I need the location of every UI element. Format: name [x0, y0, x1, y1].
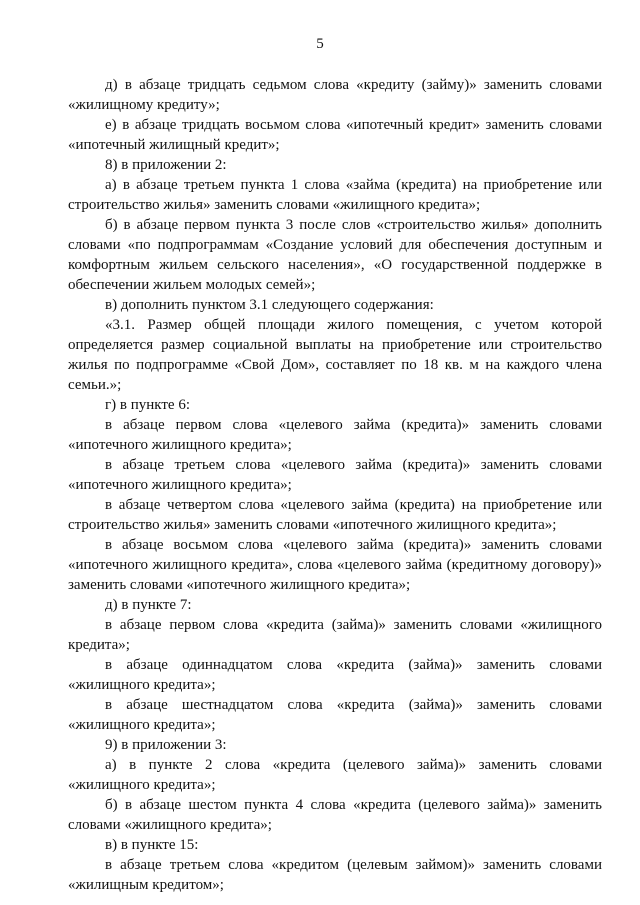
document-body	[68, 75, 602, 895]
paragraph: а) в пункте 2 слова «кредита (целевого займа)» заменить словами «жилищного кредита»;	[68, 757, 602, 793]
paragraph: б) в абзаце первом пункта 3 после слов «строительство жилья» дополнить словами «по подпрограммам «Создание условий для обеспечения доступным и комфортным жильем сельского населения», «О государственной поддержке в обеспечении жильем молодых семей»;	[68, 217, 602, 293]
page-number: 5	[316, 36, 324, 52]
paragraph: в абзаце третьем слова «целевого займа (кредита)» заменить словами «ипотечного жилищного кредита»;	[68, 457, 602, 493]
paragraph: в абзаце шестнадцатом слова «кредита (займа)» заменить словами «жилищного кредита»;	[68, 697, 602, 733]
paragraph: а) в абзаце третьем пункта 1 слова «займа (кредита) на приобретение или строительство жилья» заменить словами «жилищного кредита»;	[68, 177, 602, 213]
paragraph: в) дополнить пунктом 3.1 следующего содержания:	[105, 297, 434, 313]
paragraph: в абзаце третьем слова «кредитом (целевым займом)» заменить словами «жилищным кредитом»;	[68, 857, 602, 893]
paragraph: 8) в приложении 2:	[105, 157, 227, 173]
paragraph: е) в абзаце тридцать восьмом слова «ипотечный кредит» заменить словами «ипотечный жилищный кредит»;	[68, 117, 602, 153]
paragraph: «3.1. Размер общей площади жилого помещения, с учетом которой определяется размер социальной выплаты на приобретение или строительство жилья по подпрограмме «Свой Дом», составляет по 18 кв. м на каждого члена семьи.»;	[68, 317, 602, 393]
paragraph: в абзаце одиннадцатом слова «кредита (займа)» заменить словами «жилищного кредита»;	[68, 657, 602, 693]
paragraph: д) в абзаце тридцать седьмом слова «кредиту (займу)» заменить словами «жилищному кредиту»;	[68, 77, 602, 113]
paragraph: б) в абзаце шестом пункта 4 слова «кредита (целевого займа)» заменить словами «жилищного кредита»;	[68, 797, 602, 833]
paragraph: 9) в приложении 3:	[105, 737, 227, 753]
paragraph: в) в пункте 15:	[105, 837, 199, 853]
paragraph: д) в пункте 7:	[105, 597, 192, 613]
paragraph: в абзаце первом слова «целевого займа (кредита)» заменить словами «ипотечного жилищного кредита»;	[68, 417, 602, 453]
paragraph: в абзаце четвертом слова «целевого займа (кредита) на приобретение или строительство жилья» заменить словами «ипотечного жилищного кредита»;	[68, 497, 602, 533]
paragraph: в абзаце восьмом слова «целевого займа (кредита)» заменить словами «ипотечного жилищного кредита», слова «целевого займа (кредитному договору)» заменить словами «ипотечного жилищного кредита»;	[68, 537, 602, 593]
paragraph: в абзаце первом слова «кредита (займа)» заменить словами «жилищного кредита»;	[68, 617, 602, 653]
paragraph: г) в пункте 6:	[105, 397, 191, 413]
